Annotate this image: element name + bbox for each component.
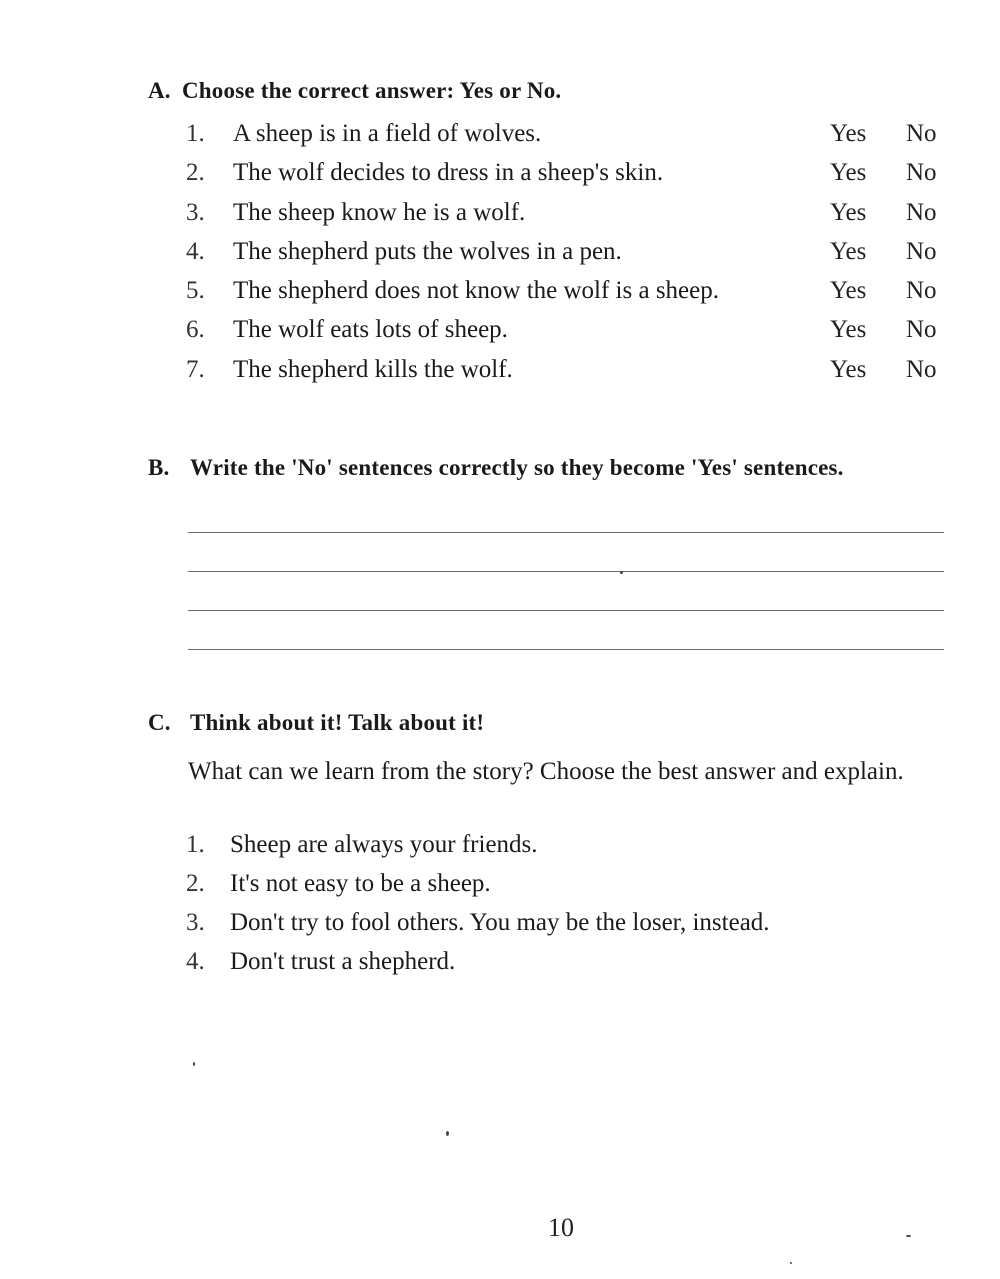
option-number: 1. — [186, 831, 205, 858]
question-text: The shepherd kills the wolf. — [233, 355, 513, 383]
yes-option[interactable]: Yes — [830, 316, 867, 344]
question-row — [186, 238, 956, 277]
scan-speck — [620, 571, 623, 574]
page-number: 10 — [548, 1213, 574, 1242]
section-a-heading — [148, 78, 561, 104]
answer-line[interactable] — [188, 532, 944, 533]
question-number: 4. — [186, 237, 205, 265]
option-number: 2. — [186, 870, 205, 897]
question-text: The shepherd puts the wolves in a pen. — [233, 237, 622, 265]
section-c-title: Think about it! Talk about it! — [190, 710, 485, 735]
section-b-title: Write the 'No' sentences correctly so they become 'Yes' sentences. — [190, 455, 844, 480]
question-text: A sheep is in a field of wolves. — [233, 120, 542, 147]
no-option[interactable]: No — [906, 316, 937, 344]
lesson-option[interactable] — [186, 870, 946, 909]
option-text: Don't try to fool others. You may be the loser, instead. — [230, 909, 770, 936]
yes-option[interactable]: Yes — [830, 237, 867, 265]
question-row — [186, 199, 956, 238]
answer-line[interactable] — [188, 649, 944, 650]
yes-option[interactable]: Yes — [830, 198, 867, 226]
question-number: 3. — [186, 198, 205, 226]
question-text: The sheep know he is a wolf. — [233, 198, 526, 226]
option-number: 4. — [186, 948, 205, 975]
answer-line[interactable] — [188, 610, 944, 611]
section-a-letter: A. — [148, 78, 171, 103]
yes-no-question-list — [186, 120, 956, 395]
section-b-letter: B. — [148, 455, 170, 480]
question-number: 7. — [186, 355, 205, 383]
question-number: 5. — [186, 277, 205, 305]
option-text: Don't trust a shepherd. — [230, 948, 456, 975]
lesson-options-list — [186, 831, 946, 987]
section-c-heading — [148, 710, 484, 736]
question-number: 1. — [186, 120, 205, 147]
question-number: 2. — [186, 159, 205, 187]
answer-lines — [188, 532, 944, 688]
no-option[interactable]: No — [906, 120, 937, 147]
question-row — [186, 356, 956, 395]
no-option[interactable]: No — [906, 277, 937, 305]
no-option[interactable]: No — [906, 159, 937, 187]
lesson-option[interactable] — [186, 831, 946, 870]
lesson-option[interactable] — [186, 909, 946, 948]
yes-option[interactable]: Yes — [830, 120, 867, 147]
question-row — [186, 159, 956, 198]
scan-speck — [446, 1131, 449, 1136]
section-c-letter: C. — [148, 710, 171, 735]
option-number: 3. — [186, 909, 205, 936]
yes-option[interactable]: Yes — [830, 159, 867, 187]
answer-line[interactable] — [188, 571, 944, 572]
question-text: The wolf decides to dress in a sheep's skin. — [233, 159, 664, 187]
yes-option[interactable]: Yes — [830, 277, 867, 305]
section-b-heading — [148, 455, 844, 481]
no-option[interactable]: No — [906, 198, 937, 226]
section-c-intro: What can we learn from the story? Choose the best answer and explain. — [188, 758, 904, 785]
no-option[interactable]: No — [906, 237, 937, 265]
scan-speck — [790, 1262, 792, 1264]
no-option[interactable]: No — [906, 355, 937, 383]
question-row — [186, 277, 956, 316]
yes-option[interactable]: Yes — [830, 355, 867, 383]
scan-speck — [193, 1062, 195, 1066]
question-text: The wolf eats lots of sheep. — [233, 316, 508, 344]
option-text: Sheep are always your friends. — [230, 831, 538, 858]
question-text: The shepherd does not know the wolf is a sheep. — [233, 277, 719, 305]
question-row — [186, 316, 956, 355]
scan-speck — [906, 1235, 911, 1237]
option-text: It's not easy to be a sheep. — [230, 870, 491, 897]
question-row — [186, 120, 956, 159]
lesson-option[interactable] — [186, 948, 946, 987]
question-number: 6. — [186, 316, 205, 344]
section-a-title: Choose the correct answer: Yes or No. — [182, 78, 562, 103]
